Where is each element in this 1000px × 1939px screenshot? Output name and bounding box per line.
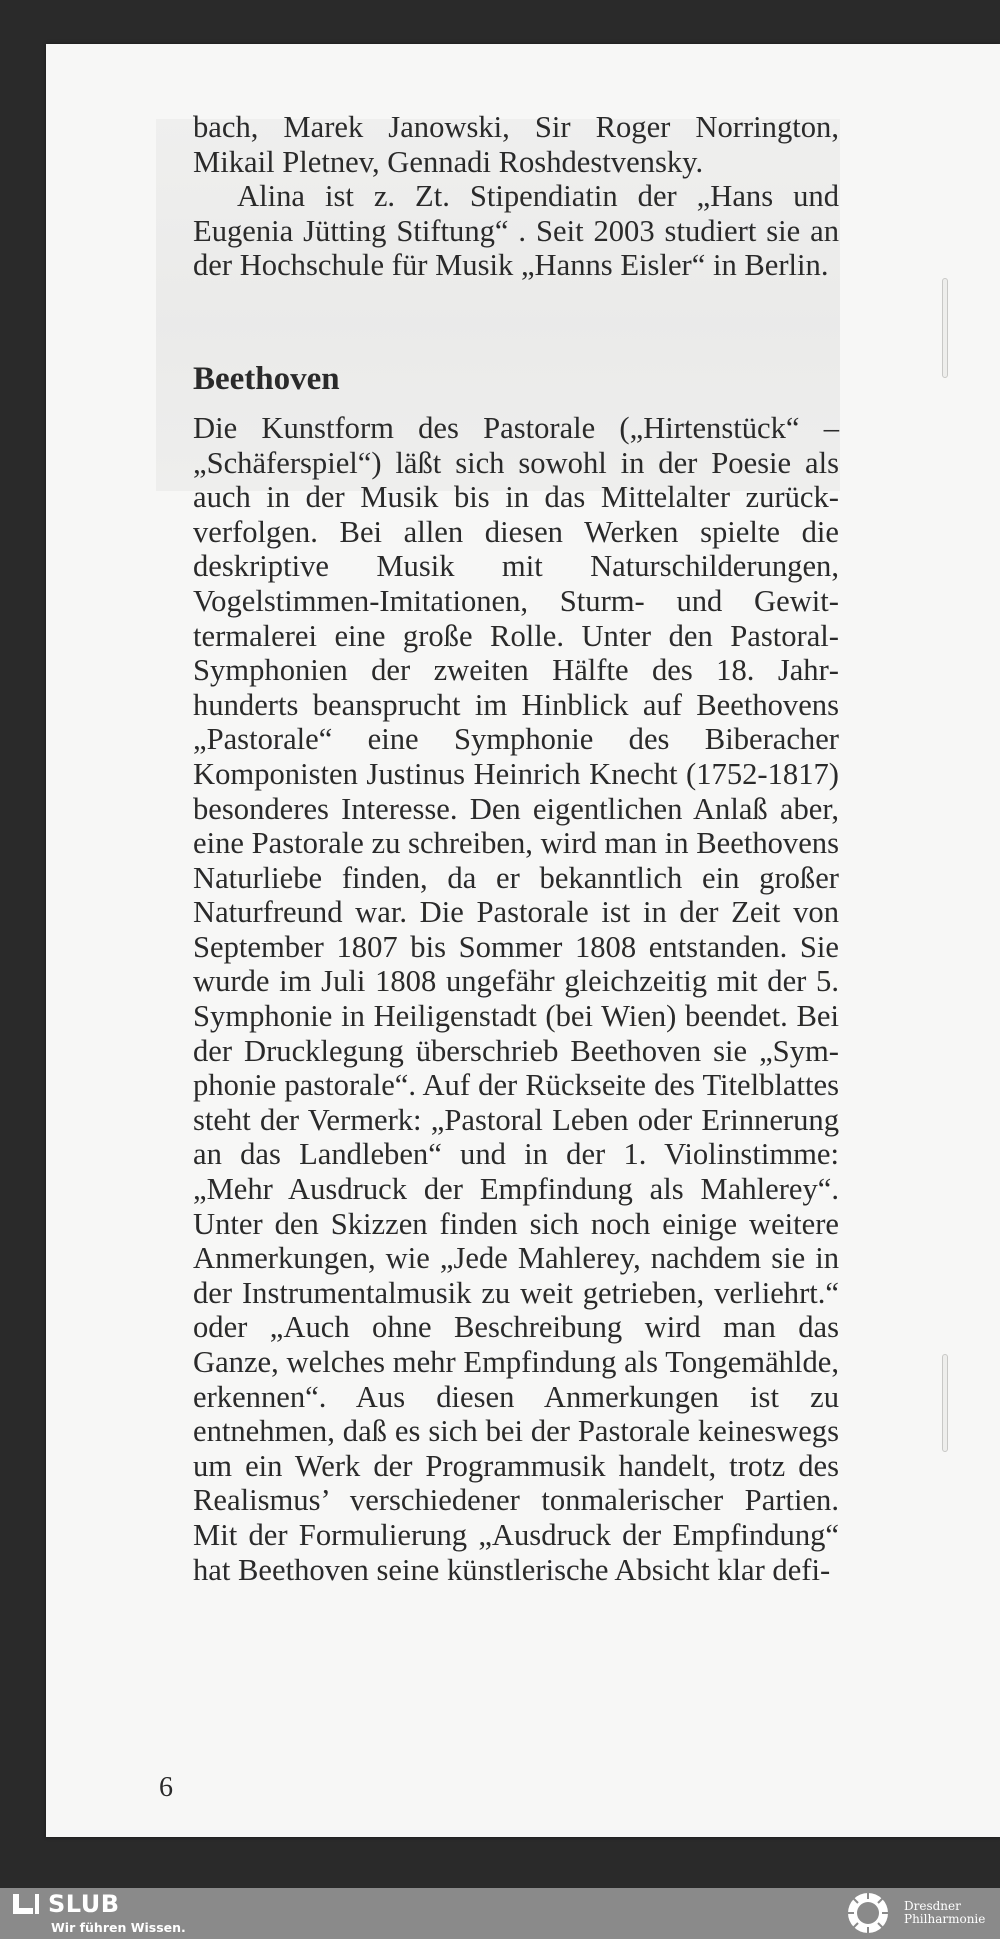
dresdner-philharmonie-logo-icon[interactable] xyxy=(842,1890,894,1936)
intro-paragraph-2: Alina ist z. Zt. Stipendiatin der „Hans und Eugenia Jütting Stiftung“ . Seit 2003 studiert sie an der Hochschule für Musik „Hanns Eisler“ in Berlin. xyxy=(193,179,839,283)
partner-name-line1: Dresdner xyxy=(904,1899,961,1913)
section-heading: Beethoven xyxy=(193,360,340,397)
partner-name-line2: Philharmonie xyxy=(904,1912,986,1926)
library-tagline: Wir führen Wissen. xyxy=(51,1920,186,1935)
staple-mark-bottom xyxy=(942,1354,948,1452)
intro-paragraph-1: bach, Marek Janowski, Sir Roger Norrington, Mikail Pletnev, Gennadi Roshdestvensky. xyxy=(193,110,839,179)
library-name[interactable]: SLUB xyxy=(48,1890,120,1918)
page-number: 6 xyxy=(159,1772,173,1803)
staple-mark-top xyxy=(942,278,948,378)
body-paragraph: Die Kunstform des Pastorale („Hirtenstück“ – „Schäferspiel“) läßt sich sowohl in der Poesie als auch in der Musik bis in das Mittelalter zurückverfolgen. Bei allen diesen Werken spielte die deskriptive Musik mit Naturschilderungen, Vogelstimmen-Imitationen, Sturm- und Gewittermalerei eine große Rolle. Unter den Pastoral-Symphonien der zweiten Hälfte des 18. Jahrhunderts beansprucht im Hinblick auf Beethovens „Pastorale“ eine Symphonie des Biberacher Komponisten Justinus Heinrich Knecht (1752-1817) besonderes Interesse. Den eigentlichen Anlaß aber, eine Pastorale zu schreiben, wird man in Beethovens Naturliebe finden, da er bekanntlich ein großer Naturfreund war. Die Pastorale ist in der Zeit von September 1807 bis Sommer 1808 entstanden. Sie wurde im Juli 1808 ungefähr gleichzeitig mit der 5. Symphonie in Heiligenstadt (bei Wien) beendet. Bei der Drucklegung überschrieb Beethoven sie „Symphonie pastorale“. Auf der Rückseite des Titelblattes steht der Vermerk: „Pastoral Leben oder Erinnerung an das Landleben“ und in der 1. Violinstimme: „Mehr Ausdruck der Empfindung als Mahlerey“. Unter den Skizzen finden sich noch einige weitere Anmerkungen, wie „Jede Mahlerey, nachdem sie in der Instrumentalmusik zu weit getrieben, verliehrt.“ oder „Auch ohne Beschreibung wird man das Ganze, welches mehr Empfindung als Tongemählde, erkennen“. Aus diesen Anmerkungen ist zu entnehmen, daß es sich bei der Pastorale keineswegs um ein Werk der Programmusik handelt, trotz des Realismus’ verschiedener tonmalerischer Partien. Mit der Formulierung „Ausdruck der Empfindung“ hat Beethoven seine künstlerische Absicht klar defi- xyxy=(193,410,839,1587)
slub-logo-icon[interactable] xyxy=(12,1892,40,1916)
partner-name[interactable] xyxy=(904,1900,985,1926)
text-column xyxy=(193,110,839,1587)
